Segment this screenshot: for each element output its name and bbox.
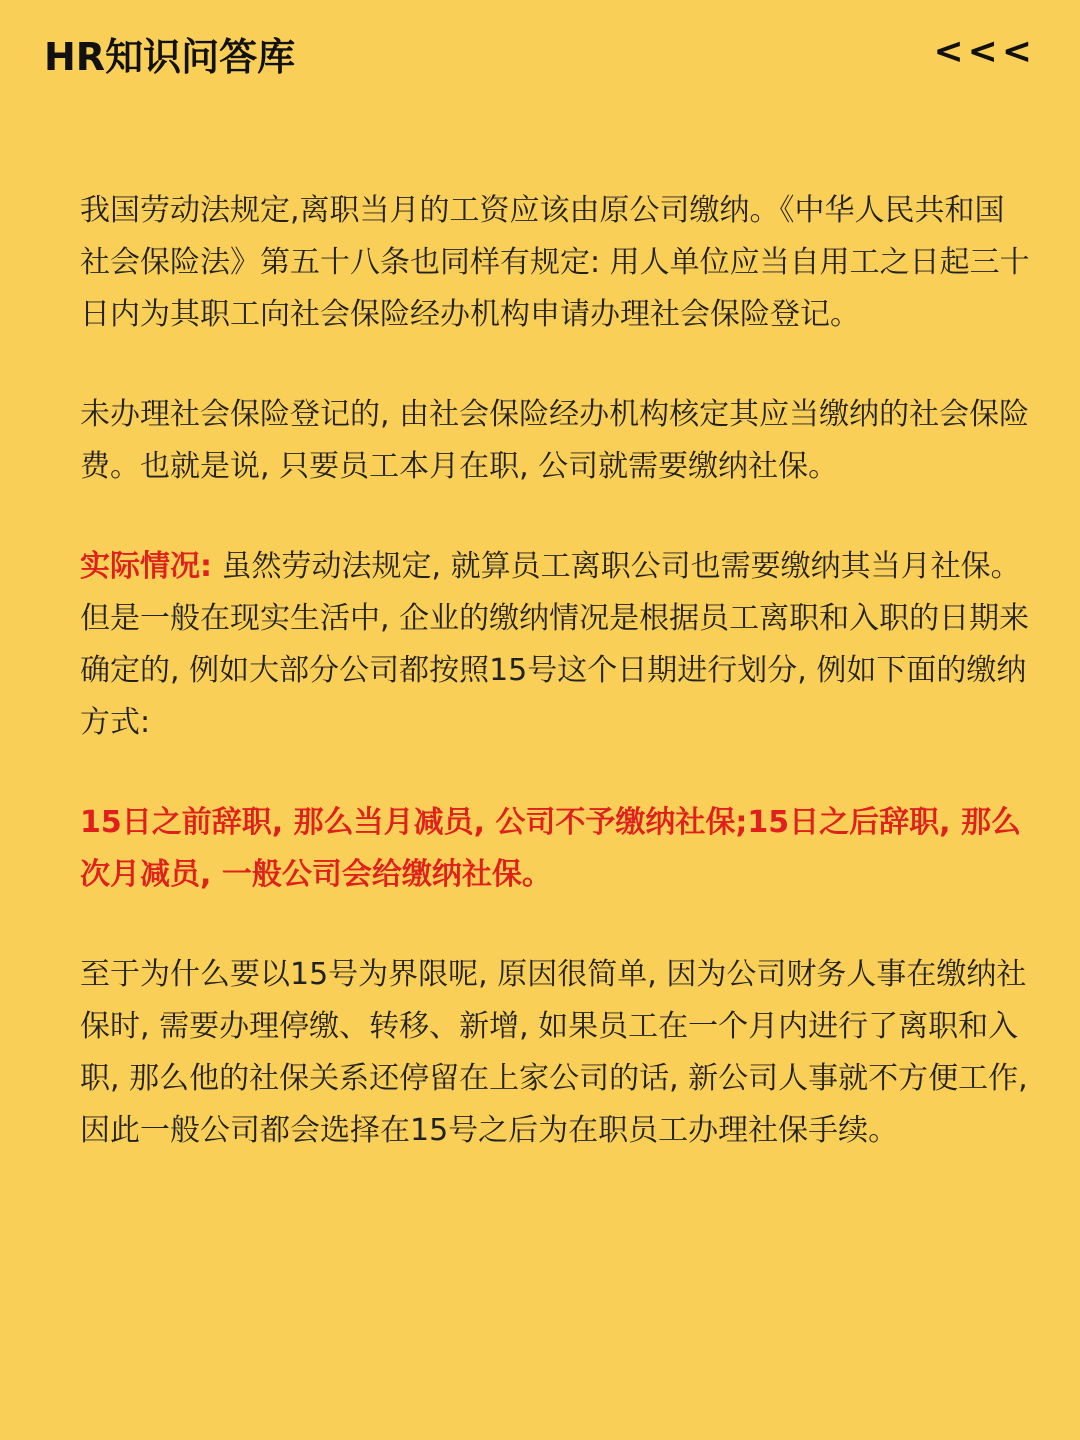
paragraph-unregistered: 未办理社会保险登记的, 由社会保险经办机构核定其应当缴纳的社会保险费。也就是说, 只要员工本月在职, 公司就需要缴纳社保。 <box>80 397 1030 484</box>
actual-situation-text: 虽然劳动法规定, 就算员工离职公司也需要缴纳其当月社保。但是一般在现实生活中, 企业的缴纳情况是根据员工离职和入职的日期来确定的, 例如大部分公司都按照15号这个日期进行划分, 例如下面的缴纳方式: <box>80 549 1030 740</box>
paragraph-reason: 至于为什么要以15号为界限呢, 原因很简单, 因为公司财务人事在缴纳社保时, 需要办理停缴、转移、新增, 如果员工在一个月内进行了离职和入职, 那么他的社保关系还停留在上家公司的话, 新公司人事就不方便工作, 因此一般公司都会选择在15号之后为在职员工办理社保手续。 <box>80 957 1028 1148</box>
back-arrows-icon[interactable]: <<< <box>933 31 1036 72</box>
actual-situation-label: 实际情况: <box>80 549 212 584</box>
paragraph-actual-situation <box>80 541 1030 749</box>
article-body <box>80 185 1030 1205</box>
page-title: HR知识问答库 <box>44 35 296 79</box>
paragraph-labor-law: 我国劳动法规定,离职当月的工资应该由原公司缴纳。《中华人民共和国社会保险法》第五十八条也同样有规定: 用人单位应当自用工之日起三十日内为其职工向社会保险经办机构申请办理社会保险登记。 <box>80 193 1030 332</box>
paragraph-payment-rule: 15日之前辞职, 那么当月减员, 公司不予缴纳社保;15日之后辞职, 那么次月减员, 一般公司会给缴纳社保。 <box>80 805 1022 892</box>
